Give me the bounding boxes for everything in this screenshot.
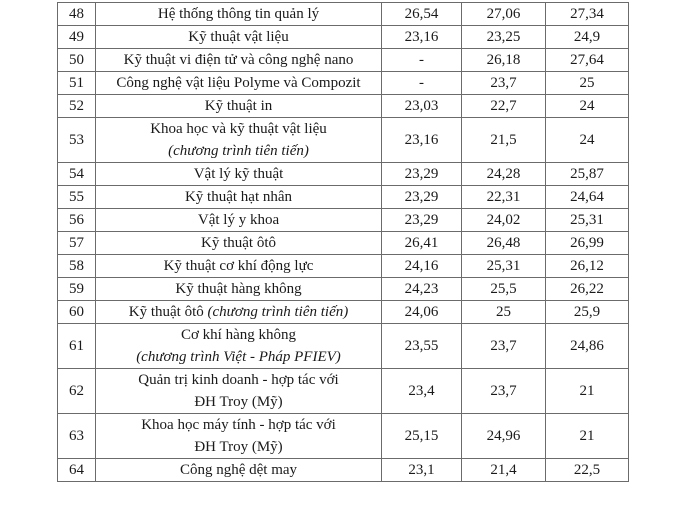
score-year-3: 26,22 [546, 278, 629, 301]
table-row [58, 186, 629, 209]
score-year-1: 23,16 [382, 118, 462, 163]
score-year-2: 22,31 [462, 186, 546, 209]
row-number: 54 [58, 163, 96, 186]
table-row [58, 232, 629, 255]
score-year-3: 24,86 [546, 324, 629, 369]
program-partner: ĐH Troy (Mỹ) [194, 439, 283, 455]
score-year-3: 26,12 [546, 255, 629, 278]
program-name: Kỹ thuật vi điện tử và công nghệ nano [96, 49, 382, 72]
score-year-2: 26,48 [462, 232, 546, 255]
program-name: Kỹ thuật ôtô [128, 304, 204, 320]
row-number: 57 [58, 232, 96, 255]
score-year-3: 24,64 [546, 186, 629, 209]
program-name-cell [96, 118, 382, 163]
score-year-2: 23,7 [462, 72, 546, 95]
table-row [58, 3, 629, 26]
score-year-3: 22,5 [546, 459, 629, 482]
program-name: Quản trị kinh doanh - hợp tác với [138, 372, 339, 388]
score-year-1: 26,54 [382, 3, 462, 26]
score-year-2: 24,28 [462, 163, 546, 186]
score-year-1: 24,06 [382, 301, 462, 324]
program-note: (chương trình Việt - Pháp PFIEV) [136, 349, 341, 365]
table-row [58, 49, 629, 72]
row-number: 53 [58, 118, 96, 163]
row-number: 56 [58, 209, 96, 232]
program-note: (chương trình tiên tiến) [207, 304, 349, 320]
table-row [58, 163, 629, 186]
score-year-1: 23,55 [382, 324, 462, 369]
table-row [58, 459, 629, 482]
program-name: Cơ khí hàng không [180, 327, 296, 343]
table-row [58, 369, 629, 414]
score-year-3: 26,99 [546, 232, 629, 255]
score-year-3: 21 [546, 369, 629, 414]
score-year-2: 23,7 [462, 324, 546, 369]
score-year-2: 21,4 [462, 459, 546, 482]
row-number: 48 [58, 3, 96, 26]
row-number: 62 [58, 369, 96, 414]
row-number: 60 [58, 301, 96, 324]
program-name: Kỹ thuật cơ khí động lực [96, 255, 382, 278]
table-row [58, 118, 629, 163]
table-row [58, 72, 629, 95]
score-year-3: 25,9 [546, 301, 629, 324]
table-row [58, 26, 629, 49]
score-year-2: 25,31 [462, 255, 546, 278]
score-year-3: 24,9 [546, 26, 629, 49]
program-name: Kỹ thuật vật liệu [96, 26, 382, 49]
score-year-3: 27,64 [546, 49, 629, 72]
score-year-1: 24,16 [382, 255, 462, 278]
score-year-2: 22,7 [462, 95, 546, 118]
score-year-1: 23,29 [382, 163, 462, 186]
program-note: (chương trình tiên tiến) [168, 143, 309, 159]
row-number: 52 [58, 95, 96, 118]
score-year-3: 24 [546, 95, 629, 118]
table-row [58, 301, 629, 324]
score-year-3: 21 [546, 414, 629, 459]
program-name-cell [96, 324, 382, 369]
score-year-1: 23,16 [382, 26, 462, 49]
score-year-1: - [382, 49, 462, 72]
score-year-2: 24,02 [462, 209, 546, 232]
program-name: Khoa học máy tính - hợp tác với [141, 417, 336, 433]
score-year-2: 27,06 [462, 3, 546, 26]
program-name: Kỹ thuật ôtô [96, 232, 382, 255]
program-name: Kỹ thuật hạt nhân [96, 186, 382, 209]
score-year-3: 27,34 [546, 3, 629, 26]
score-year-2: 23,25 [462, 26, 546, 49]
row-number: 63 [58, 414, 96, 459]
score-year-2: 21,5 [462, 118, 546, 163]
row-number: 64 [58, 459, 96, 482]
program-name: Kỹ thuật hàng không [96, 278, 382, 301]
table-row [58, 209, 629, 232]
score-year-1: 23,29 [382, 186, 462, 209]
program-name: Vật lý kỹ thuật [96, 163, 382, 186]
table-row [58, 278, 629, 301]
program-name: Kỹ thuật in [96, 95, 382, 118]
program-name-cell [96, 301, 382, 324]
row-number: 58 [58, 255, 96, 278]
program-name: Công nghệ vật liệu Polyme và Compozit [96, 72, 382, 95]
score-year-1: 24,23 [382, 278, 462, 301]
score-year-1: 23,1 [382, 459, 462, 482]
program-name: Hệ thống thông tin quản lý [96, 3, 382, 26]
score-year-1: - [382, 72, 462, 95]
score-year-2: 24,96 [462, 414, 546, 459]
score-table [57, 2, 629, 482]
score-year-1: 23,03 [382, 95, 462, 118]
score-year-1: 23,4 [382, 369, 462, 414]
score-year-2: 26,18 [462, 49, 546, 72]
row-number: 49 [58, 26, 96, 49]
program-name-cell [96, 414, 382, 459]
program-name: Vật lý y khoa [96, 209, 382, 232]
score-year-3: 24 [546, 118, 629, 163]
score-year-3: 25,87 [546, 163, 629, 186]
score-year-3: 25,31 [546, 209, 629, 232]
score-year-1: 26,41 [382, 232, 462, 255]
row-number: 51 [58, 72, 96, 95]
program-name: Khoa học và kỹ thuật vật liệu [150, 121, 327, 137]
table-row [58, 414, 629, 459]
score-year-3: 25 [546, 72, 629, 95]
score-year-1: 25,15 [382, 414, 462, 459]
row-number: 59 [58, 278, 96, 301]
program-name: Công nghệ dệt may [96, 459, 382, 482]
table-row [58, 324, 629, 369]
row-number: 61 [58, 324, 96, 369]
row-number: 50 [58, 49, 96, 72]
table-row [58, 255, 629, 278]
program-name-cell [96, 369, 382, 414]
score-year-2: 25 [462, 301, 546, 324]
score-year-1: 23,29 [382, 209, 462, 232]
score-year-2: 25,5 [462, 278, 546, 301]
program-partner: ĐH Troy (Mỹ) [194, 394, 283, 410]
table-row [58, 95, 629, 118]
row-number: 55 [58, 186, 96, 209]
score-year-2: 23,7 [462, 369, 546, 414]
